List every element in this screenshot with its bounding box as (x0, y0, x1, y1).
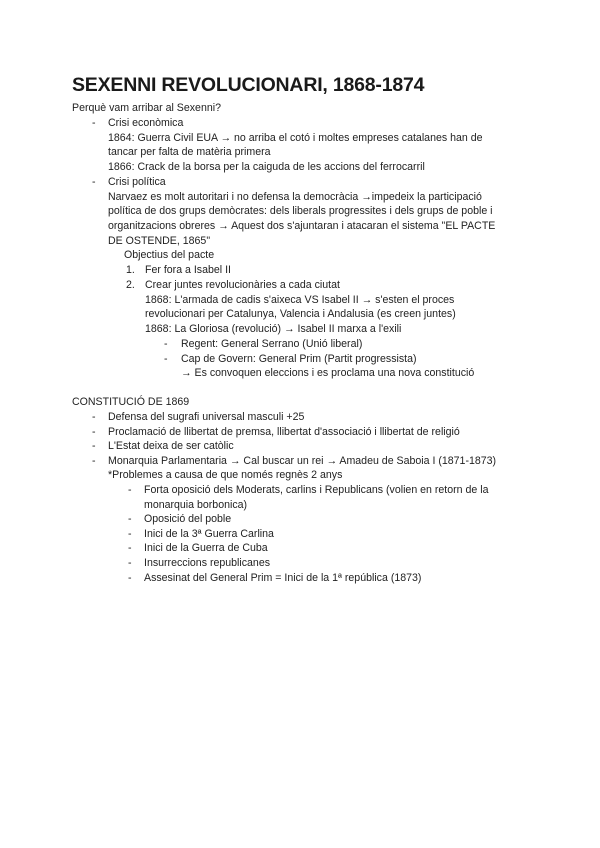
crisi-economica-line: 1866: Crack de la borsa per la caiguda de les accions del ferrocarril (108, 161, 425, 173)
crisi-politica-line: política de dos grups demòcrates: dels liberals progressites i dels grups de poble i (108, 205, 493, 217)
bullet-dash: - (128, 484, 132, 496)
problema-item: Inici de la Guerra de Cuba (144, 542, 268, 554)
crisi-politica-line: DE OSTENDE, 1865" (108, 235, 211, 247)
objectiu-item: Fer fora a Isabel II (145, 264, 231, 276)
constitucio-item: L'Estat deixa de ser catòlic (108, 440, 234, 452)
problemes-heading: *Problemes a causa de que només regnès 2 anys (108, 469, 343, 481)
problema-item: monarquia borbonica) (144, 499, 248, 511)
bullet-dash: - (92, 440, 96, 452)
bullet-dash: - (128, 572, 132, 584)
crisi-economica-heading: Crisi econòmica (108, 117, 184, 129)
eleccions-line: → Es convoquen eleccions i es proclama una nova constitució (181, 367, 475, 379)
bullet-dash: - (128, 542, 132, 554)
crisi-economica-line: 1864: Guerra Civil EUA → no arriba el cotó i moltes empreses catalanes han de (108, 132, 483, 144)
problema-item: Inici de la 3ª Guerra Carlina (144, 528, 274, 540)
govern-item: Cap de Govern: General Prim (Partit progressista) (181, 353, 417, 365)
objectius-heading: Objectius del pacte (124, 249, 215, 261)
problema-item: Oposició del poble (144, 513, 232, 525)
problema-item: Forta oposició dels Moderats, carlins i Republicans (volien en retorn de la (144, 484, 489, 496)
bullet-dash: - (92, 426, 96, 438)
problema-item: Assesinat del General Prim = Inici de la 1ª república (1873) (144, 572, 422, 584)
bullet-dash: - (128, 513, 132, 525)
govern-item: Regent: General Serrano (Unió liberal) (181, 338, 363, 350)
intro-question: Perquè vam arribar al Sexenni? (72, 102, 221, 114)
bullet-dash: - (164, 338, 168, 350)
constitucio-item: Proclamació de llibertat de premsa, llibertat d'associació i llibertat de religió (108, 426, 460, 438)
constitucio-item: Defensa del sugrafi universal masculi +25 (108, 411, 305, 423)
crisi-politica-line: Narvaez es molt autoritari i no defensa la democràcia →impedeix la participació (108, 191, 482, 203)
list-number: 2. (126, 279, 135, 291)
bullet-dash: - (92, 455, 96, 467)
bullet-dash: - (164, 353, 168, 365)
page-title: SEXENNI REVOLUCIONARI, 1868-1874 (72, 74, 425, 96)
bullet-dash: - (92, 411, 96, 423)
objectiu-item: Crear juntes revolucionàries a cada ciutat (145, 279, 340, 291)
constitucio-heading: CONSTITUCIÓ DE 1869 (72, 396, 190, 408)
crisi-politica-line: organitzacions obreres → Aquest dos s'ajuntaran i atacaran el sistema "EL PACTE (108, 220, 496, 232)
list-number: 1. (126, 264, 135, 276)
objectiu-detail: revolucionari per Catalunya, Valencia i Andalusia (es creen juntes) (145, 308, 456, 320)
problema-item: Insurreccions republicanes (144, 557, 271, 569)
bullet-dash: - (92, 117, 96, 129)
constitucio-item: Monarquia Parlamentaria → Cal buscar un rei → Amadeu de Saboia I (1871-1873) (108, 455, 497, 467)
objectiu-detail: 1868: La Gloriosa (revolució) → Isabel II marxa a l'exili (145, 323, 402, 335)
objectiu-detail: 1868: L'armada de cadis s'aixeca VS Isabel II → s'esten el proces (145, 294, 455, 306)
bullet-dash: - (128, 557, 132, 569)
bullet-dash: - (128, 528, 132, 540)
crisi-politica-heading: Crisi política (108, 176, 166, 188)
crisi-economica-line: tancar per falta de matèria primera (108, 146, 271, 158)
bullet-dash: - (92, 176, 96, 188)
